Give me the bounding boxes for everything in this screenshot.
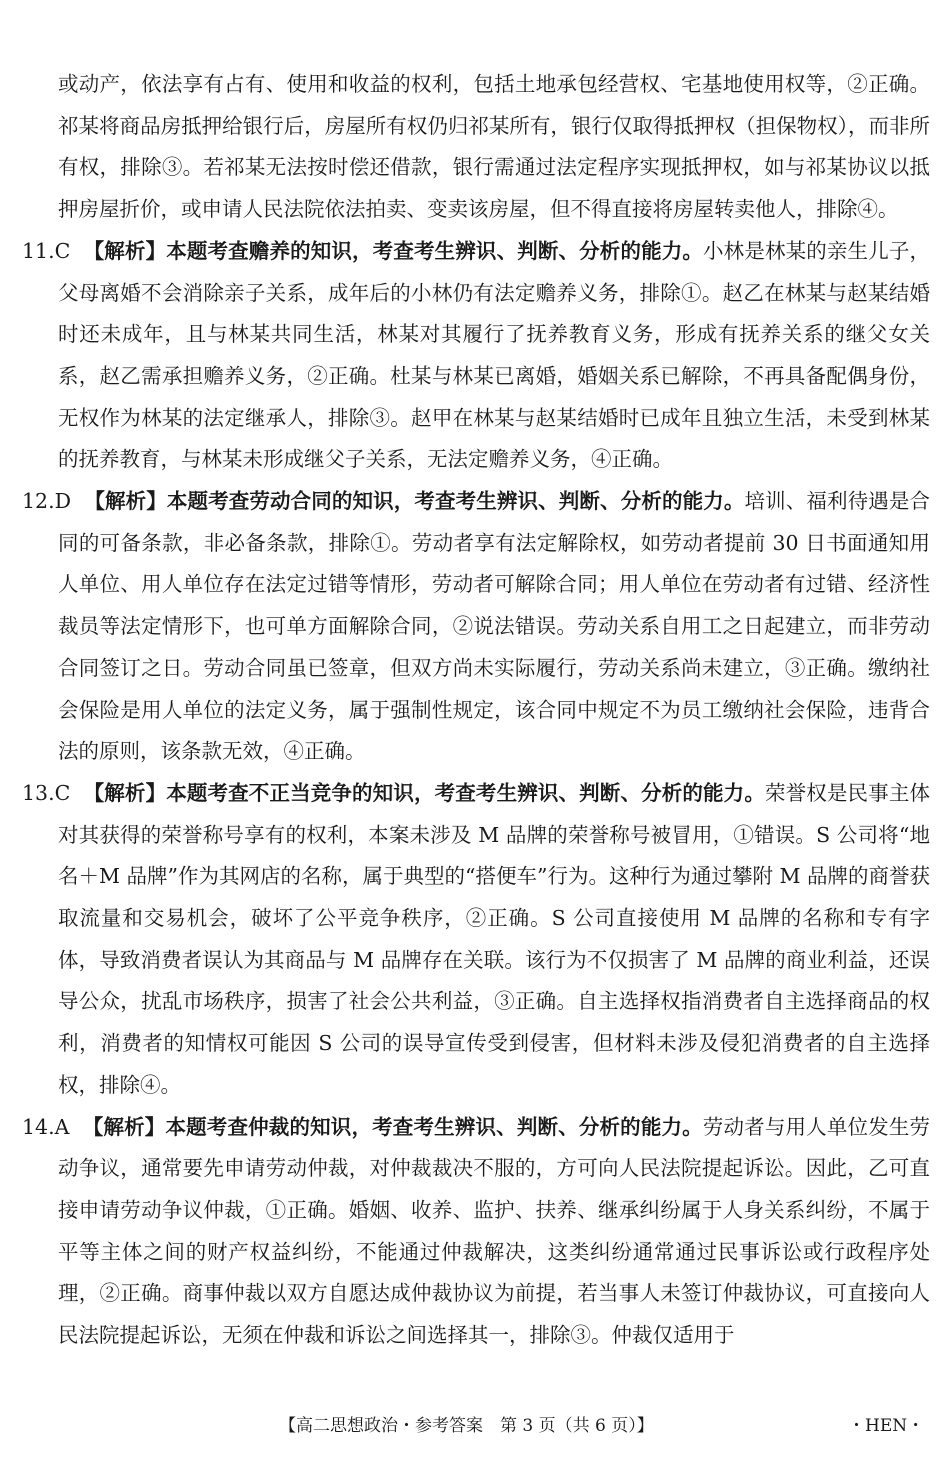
- item-answer: A: [54, 1114, 70, 1139]
- item-lead: 本题考查仲裁的知识，考查考生辨识、判断、分析的能力。: [165, 1114, 703, 1139]
- item-answer: C: [54, 780, 71, 805]
- item-lead: 本题考查不正当竞争的知识，考查考生辨识、判断、分析的能力。: [166, 780, 765, 805]
- item-text: 劳动者与用人单位发生劳动争议，通常要先申请劳动仲裁，对仲裁裁决不服的，方可向人民法院提起诉讼。因此，乙可直接申请劳动争议仲裁，①正确。婚姻、收养、监护、扶养、继承纠纷属于人身关系纠纷，不属于平等主体之间的财产权益纠纷，不能通过仲裁解决，这类纠纷通常通过民事诉讼或行政程序处理，②正确。商事仲裁以双方自愿达成仲裁协议为前提，若当事人未签订仲裁协议，可直接向人民法院提起诉讼，无须在仲裁和诉讼之间选择其一，排除③。仲裁仅适用于: [58, 1114, 931, 1348]
- item-lead: 本题考查赡养的知识，考查考生辨识、判断、分析的能力。: [166, 238, 704, 263]
- answer-content: [22, 64, 931, 1357]
- item-answer: C: [54, 238, 71, 263]
- item-text: 荣誉权是民事主体对其获得的荣誉称号享有的权利，本案未涉及 M 品牌的荣誉称号被冒用，①错误。S 公司将“地名＋M 品牌”作为其网店的名称，属于典型的“搭便车”行为。这种行为通过攀附 M 品牌的商誉获取流量和交易机会，破坏了公平竞争秩序，②正确。S 公司直接使用 M 品牌的名称和专有字体，导致消费者误认为其商品与 M 品牌存在关联。该行为不仅损害了 M 品牌的商业利益，还误导公众，扰乱市场秩序，损害了社会公共利益，③正确。自主选择权指消费者自主选择商品的权利，消费者的知情权可能因 S 公司的误导宣传受到侵害，但材料未涉及侵犯消费者的自主选择权，排除④。: [58, 780, 930, 1097]
- item-text: 小林是林某的亲生儿子，父母离婚不会消除亲子关系，成年后的小林仍有法定赡养义务，排除①。赵乙在林某与赵某结婚时还未成年，且与林某共同生活，林某对其履行了抚养教育义务，形成有抚养关系的继父女关系，赵乙需承担赡养义务，②正确。杜某与林某已离婚，婚姻关系已解除，不再具备配偶身份，无权作为林某的法定继承人，排除③。赵甲在林某与赵某结婚时已成年且独立生活，未受到林某的抚养教育，与林某未形成继父子关系，无法定赡养义务，④正确。: [58, 238, 930, 472]
- footer-code: ・HEN・: [848, 1416, 925, 1436]
- item-number: 14.: [22, 1114, 55, 1139]
- answer-item-11: [22, 231, 930, 481]
- answer-item-13: [22, 773, 930, 1107]
- continuation-paragraph: 或动产，依法享有占有、使用和收益的权利，包括土地承包经营权、宅基地使用权等，②正确。祁某将商品房抵押给银行后，房屋所有权仍归祁某所有，银行仅取得抵押权（担保物权），而非所有权，排除③。若祁某无法按时偿还借款，银行需通过法定程序实现抵押权，如与祁某协议以抵押房屋折价，或申请人民法院依法拍卖、变卖该房屋，但不得直接将房屋转卖他人，排除④。: [58, 72, 930, 222]
- analysis-tag: 【解析】: [84, 489, 167, 514]
- analysis-tag: 【解析】: [82, 1114, 166, 1139]
- answer-item-12: [22, 481, 930, 773]
- page-footer: [0, 1412, 950, 1440]
- item-number: 12.: [22, 489, 55, 514]
- item-lead: 本题考查劳动合同的知识，考查考生辨识、判断、分析的能力。: [166, 489, 745, 514]
- item-answer: D: [54, 489, 72, 514]
- analysis-tag: 【解析】: [83, 780, 167, 805]
- answer-item-14: [22, 1107, 931, 1357]
- analysis-tag: 【解析】: [83, 238, 167, 263]
- footer-page-info: 【高二思想政治・参考答案 第 3 页（共 6 页）】: [279, 1416, 654, 1436]
- item-text: 培训、福利待遇是合同的可备条款，非必备条款，排除①。劳动者享有法定解除权，如劳动者提前 30 日书面通知用人单位、用人单位存在法定过错等情形，劳动者可解除合同；用人单位在劳动者有过错、经济性裁员等法定情形下，也可单方面解除合同，②说法错误。劳动关系自用工之日起建立，而非劳动合同签订之日。劳动合同虽已签章，但双方尚未实际履行，劳动关系尚未建立，③正确。缴纳社会保险是用人单位的法定义务，属于强制性规定，该合同中规定不为员工缴纳社会保险，违背合法的原则，该条款无效，④正确。: [58, 489, 930, 764]
- item-number: 13.: [22, 780, 55, 805]
- item-number: 11.: [22, 238, 55, 263]
